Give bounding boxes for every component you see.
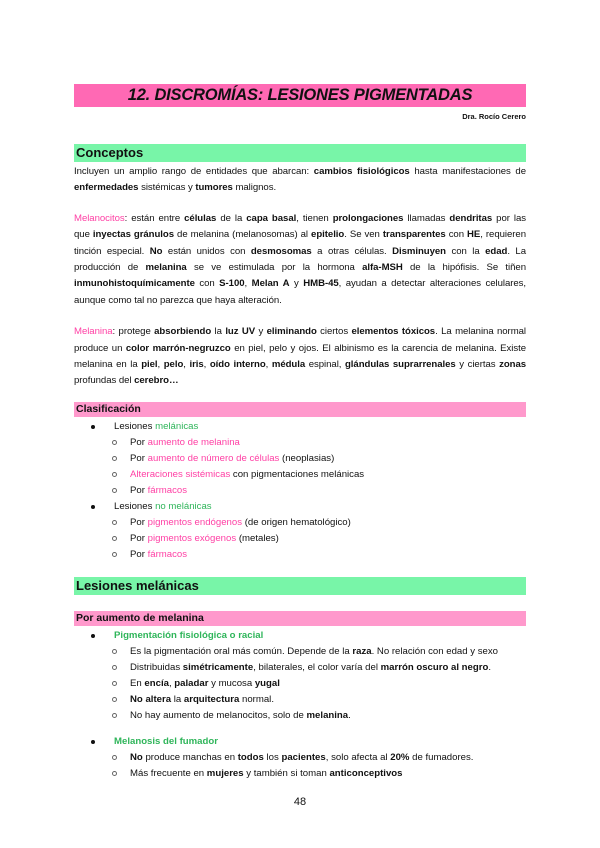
text-run: Más frecuente en [130, 767, 207, 779]
text-run: por las que [74, 212, 526, 241]
text-run: dendritas [449, 212, 493, 224]
sub-list-item [74, 692, 526, 708]
text-run: Lesiones [114, 500, 156, 512]
spacer [74, 724, 526, 734]
text-run: Melanina [74, 326, 113, 338]
sub-list-item [74, 750, 526, 766]
text-run: y ciertas [455, 359, 500, 371]
page-title: 12. DISCROMÍAS: LESIONES PIGMENTADAS [74, 84, 526, 107]
text-run: con pigmentaciones melánicas [230, 468, 365, 480]
page-number: 48 [293, 796, 307, 808]
text-run: color marrón-negruzco [125, 342, 231, 354]
text-run: de la [216, 212, 247, 224]
sub-list-item [74, 547, 526, 563]
author: Dra. Rocío Cerero [462, 112, 526, 121]
text-run: y [255, 326, 267, 338]
text-run: se ve estimulada por la hormona [186, 262, 363, 274]
text-run: en piel, pelo y ojos. El albinismo es la carencia de melanina. Existe melanina en la [74, 342, 527, 371]
text-run: melanina [145, 262, 187, 274]
paragraph-melanina [74, 324, 526, 390]
text-run: Es la pigmentación oral más común. Depende de la [130, 645, 353, 657]
text-run: están unidos con [162, 245, 251, 257]
text-run: mujeres [206, 767, 244, 779]
text-run: pacientes [281, 751, 326, 763]
text-run: Por [130, 436, 148, 448]
text-run: Alteraciones sistémicas [130, 468, 231, 480]
list-item [74, 628, 526, 644]
text-run: y mucosa [208, 677, 255, 689]
text-run: epitelio [311, 229, 345, 241]
paragraph-melanocitos [74, 211, 526, 309]
text-run: prolongaciones [332, 212, 404, 224]
text-run: normal. [239, 693, 274, 705]
text-run: paladar [174, 677, 209, 689]
text-run: Pigmentación fisiológica o racial [114, 629, 264, 641]
text-run: . No relación con edad y sexo [371, 645, 498, 657]
paragraph [74, 164, 526, 197]
text-run: transparentes [382, 229, 446, 241]
text-run: piel [141, 359, 158, 371]
text-run: no melánicas [155, 500, 212, 512]
clasificacion-list [74, 419, 526, 563]
text-run: y también si toman [243, 767, 330, 779]
text-run: aumento de número de células [147, 452, 280, 464]
text-run: , [203, 359, 210, 371]
sub-list-item [74, 660, 526, 676]
text-run: aumento de melanina [147, 436, 240, 448]
text-run: médula [271, 359, 306, 371]
text-run: , [244, 278, 252, 290]
text-run: absorbiendo [154, 326, 212, 338]
text-run: Por [130, 516, 148, 528]
text-run: anticonceptivos [329, 767, 403, 779]
text-run: . La melanina normal produce un [74, 326, 527, 354]
text-run: Por [130, 548, 148, 560]
text-run: inmunohistoquímicamente [74, 278, 195, 290]
text-run: HE [467, 229, 481, 241]
text-run: hasta manifestaciones de [409, 166, 526, 177]
text-run: : protege [112, 326, 155, 338]
text-run: Por [130, 484, 148, 496]
text-run: elementos tóxicos [351, 326, 436, 338]
list-item [74, 734, 526, 750]
text-run: a otras células. [311, 245, 393, 257]
document-page [74, 84, 526, 782]
text-run: produce manchas en [142, 751, 238, 763]
text-run: pigmentos exógenos [147, 532, 237, 544]
text-run: No [130, 751, 143, 763]
text-run: llamadas [403, 212, 450, 224]
text-run: raza [352, 645, 372, 657]
text-run: edad [485, 245, 508, 257]
text-run: pelo [163, 359, 184, 371]
text-run: marrón oscuro al negro [380, 661, 489, 673]
sub-list-item [74, 515, 526, 531]
text-run: cambios fisiológicos [313, 166, 410, 177]
text-run: , tienen [296, 212, 333, 224]
text-run: alfa-MSH [362, 262, 403, 274]
text-run: la [211, 326, 226, 338]
text-run: capa basal [246, 212, 297, 224]
section-heading-clasificacion: Clasificación [74, 402, 526, 417]
text-run: , [157, 359, 164, 371]
text-run: yugal [254, 677, 280, 689]
text-run: melánicas [155, 420, 199, 432]
text-run: malignos. [232, 182, 277, 194]
text-run: (de origen hematológico) [242, 516, 351, 528]
text-run: tumores [195, 182, 233, 194]
list-item [74, 419, 526, 435]
text-run: . [348, 709, 351, 721]
text-run: , [168, 677, 175, 689]
text-run: profundas del [74, 375, 135, 387]
text-run: fármacos [147, 484, 188, 496]
text-run: , ayudan a detectar alteraciones celulares, aunque como tal no parezca que haya alteración. [74, 278, 527, 306]
sub-list-item [74, 531, 526, 547]
text-run: oído interno [209, 359, 266, 371]
sub-list-item [74, 435, 526, 451]
text-run: inyectas gránulos [92, 229, 175, 241]
text-run: encía [144, 677, 169, 689]
text-run: S-100 [219, 278, 245, 290]
text-run: iris [189, 359, 204, 371]
text-run: pigmentos endógenos [147, 516, 243, 528]
text-run: melanina [306, 709, 349, 721]
text-run: . La producción de [74, 245, 526, 274]
sub-list-item [74, 644, 526, 660]
text-run: HMB-45 [303, 278, 339, 290]
text-run: Por [130, 452, 148, 464]
text-run: . [488, 661, 491, 673]
subsection-heading-aumento-melanina: Por aumento de melanina [74, 611, 526, 626]
text-run: de fumadores. [409, 751, 474, 763]
text-run: No [149, 245, 163, 257]
text-run: enfermedades [74, 182, 139, 194]
text-run: No altera [130, 693, 172, 705]
sub-list-item [74, 483, 526, 499]
text-run: No hay aumento de melanocitos, solo de [130, 709, 307, 721]
text-run: desmosomas [250, 245, 312, 257]
text-run: los [263, 751, 282, 763]
text-run: sistémicas y [138, 182, 196, 194]
section-heading-lesiones-melanicas: Lesiones melánicas [74, 577, 526, 595]
text-run: glándulas suprarrenales [344, 359, 456, 371]
text-run: Lesiones [114, 420, 156, 432]
sub-list-item [74, 708, 526, 724]
text-run: fármacos [147, 548, 188, 560]
text-run: Distribuidas [130, 661, 183, 673]
text-run: todos [237, 751, 264, 763]
text-run: espinal, [305, 359, 345, 371]
text-run: eliminando [266, 326, 317, 338]
list-item [74, 499, 526, 515]
text-run: En [130, 677, 145, 689]
text-run: la [171, 693, 184, 705]
text-run: simétricamente [182, 661, 254, 673]
text-run: Melanocitos [74, 212, 125, 224]
sub-list-item [74, 451, 526, 467]
lesiones-melanicas-list [74, 628, 526, 782]
text-run: , solo afecta al [325, 751, 391, 763]
text-run: , bilaterales, el color varía del [253, 661, 381, 673]
text-run: , [265, 359, 272, 371]
text-run: arquitectura [183, 693, 240, 705]
text-run: , [183, 359, 190, 371]
text-run: y [289, 278, 304, 290]
section-heading-conceptos: Conceptos [74, 144, 526, 162]
text-run: de la hipófisis. Se tiñen [402, 262, 526, 274]
text-run: ciertos [316, 326, 352, 338]
text-run: . Se ven [344, 229, 383, 241]
sub-list-item [74, 766, 526, 782]
text-run: Por [130, 532, 148, 544]
text-run: Melan A [251, 278, 290, 290]
text-run: (metales) [236, 532, 279, 544]
text-run: Disminuyen [392, 245, 446, 257]
text-run: Incluyen un amplio rango de entidades que abarcan: [74, 166, 314, 177]
text-run: con la [446, 245, 486, 257]
sub-list-item [74, 676, 526, 692]
sub-list-item [74, 467, 526, 483]
text-run: cerebro… [134, 375, 179, 387]
text-run: 20% [390, 751, 410, 763]
text-run: Melanosis del fumador [114, 735, 218, 747]
text-run: células [184, 212, 217, 224]
text-run: zonas [499, 359, 527, 371]
text-run: luz UV [225, 326, 256, 338]
text-run: (neoplasias) [279, 452, 335, 464]
text-run: con [194, 278, 220, 290]
text-run: con [445, 229, 468, 241]
text-run: : están entre [124, 212, 185, 224]
text-run: , requieren tinción especial. [74, 229, 526, 257]
text-run: de melanina (melanosomas) al [174, 229, 312, 241]
